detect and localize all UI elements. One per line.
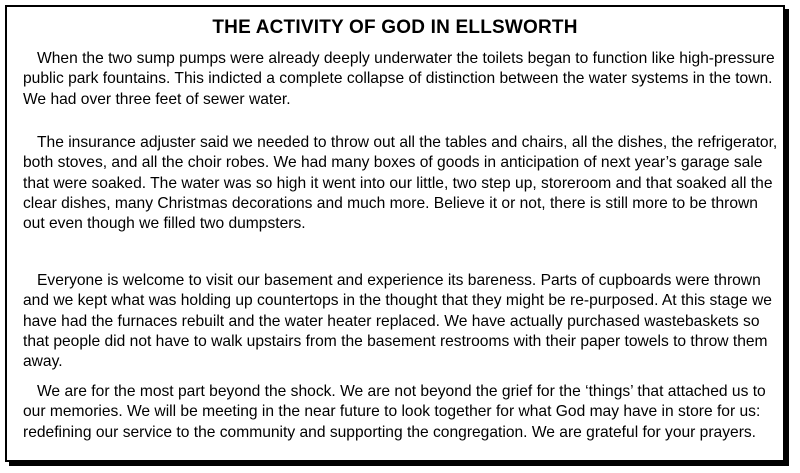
paragraph-sump-pumps: When the two sump pumps were already deeply underwater the toilets began to function like high-pressure public park fountains. This indicted a complete collapse of distinction between the water systems in the town. We had over three feet of sewer water. [23,50,775,108]
paragraph-basement-visit: Everyone is welcome to visit our basement and experience its bareness. Parts of cupboards were thrown and we kept what was holding up countertops in the thought that they might be re-purposed. At this stage we have had the furnaces rebuilt and the water heater replaced. We have actually purchased wastebaskets so that people did not have to walk upstairs from the basement restrooms with their paper towels to throw them away. [23,272,772,371]
paragraph-grief-and-prayers: We are for the most part beyond the shock. We are not beyond the grief for the ‘things’ that attached us to our memories. We will be meeting in the near future to look together for what God may have in store for us: redefining our service to the community and supporting the congregation. We are grateful for your prayers. [23,383,766,441]
article-box [5,5,785,462]
paragraph-insurance-adjuster: The insurance adjuster said we needed to throw out all the tables and chairs, all the dishes, the refrigerator, both stoves, and all the choir robes. We had many boxes of goods in anticipation of next year’s garage sale that were soaked. The water was so high it went into our little, two step up, storeroom and that soaked all the clear dishes, many Christmas decorations and much more. Believe it or not, there is still more to be thrown out even though we filled two dumpsters. [23,134,778,233]
article-title: THE ACTIVITY OF GOD IN ELLSWORTH [212,17,578,38]
